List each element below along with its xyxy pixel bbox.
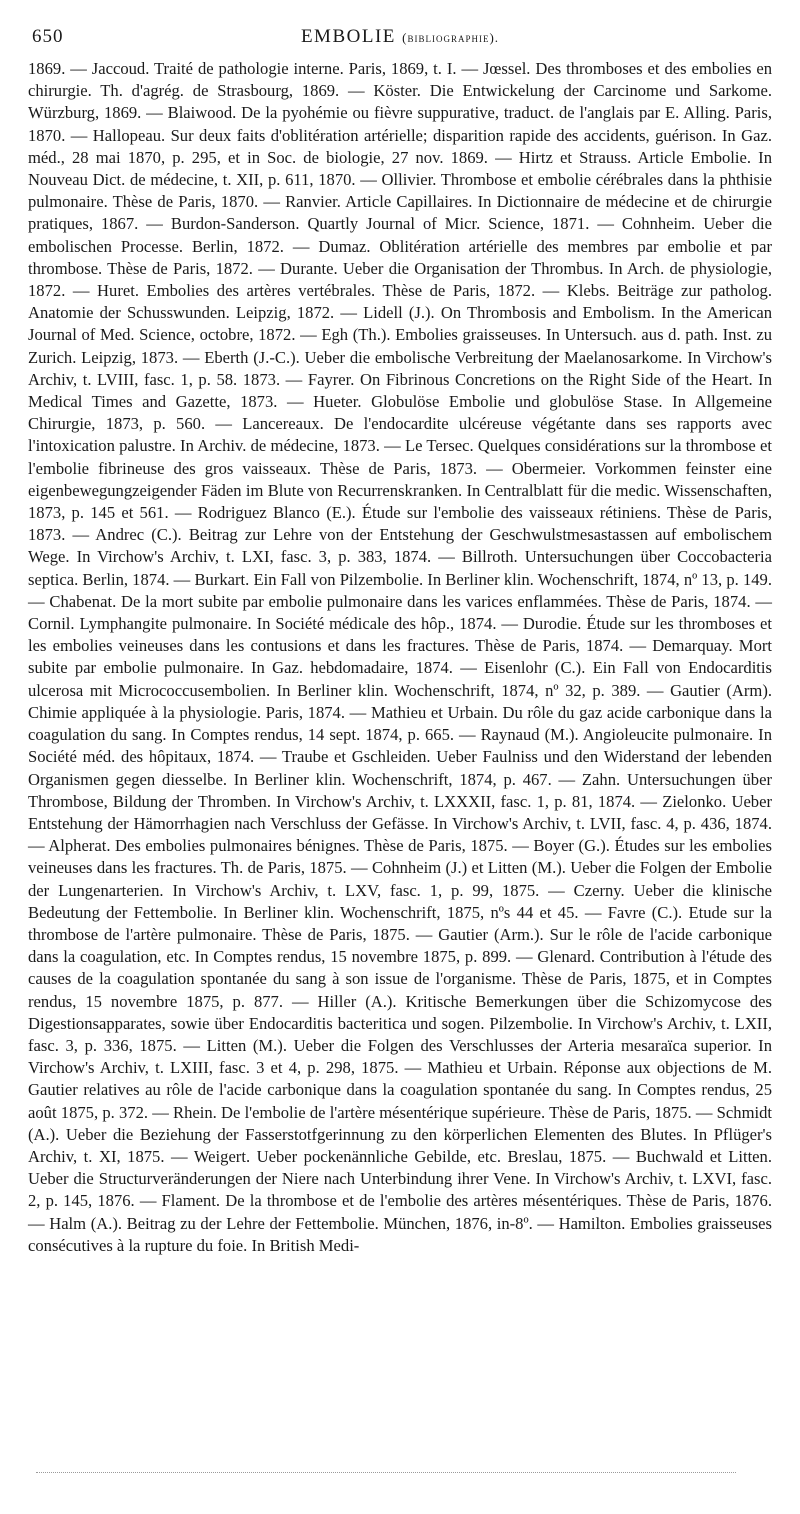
running-title [28,26,772,48]
footer-rule [36,1472,736,1473]
bibliography-text: 1869. — Jaccoud. Traité de pathologie interne. Paris, 1869, t. I. — Jœssel. Des thromboses et des embolies en chirurgie. Th. d'agrég. de Strasbourg, 1869. — Köster. Die Entwickelung der Carcinome und Sarkome. Würzburg, 1869. — Blaiwood. De la pyohémie ou fièvre suppurative, traduct. de l'anglais par E. Alling. Paris, 1870. — Hallopeau. Sur deux faits d'oblitération artérielle; disparition rapide des accidents, guérison. In Gaz. méd., 28 mai 1870, p. 295, et in Soc. de biologie, 27 nov. 1869. — Hirtz et Strauss. Article Embolie. In Nouveau Dict. de médecine, t. XII, p. 611, 1870. — Ollivier. Thrombose et embolie cérébrales dans la phthisie pulmonaire. Thèse de Paris, 1870. — Ranvier. Article Capillaires. In Dictionnaire de médecine et de chirurgie pratiques, 1867. — Burdon-Sanderson. Quartly Journal of Micr. Science, 1871. — Cohnheim. Ueber die embolischen Processe. Berlin, 1872. — Dumaz. Oblitération artérielle des membres par embolie et par thrombose. Thèse de Paris, 1872. — Durante. Ueber die Organisation der Thrombus. In Arch. de physiologie, 1872. — Huret. Embolies des artères vertébrales. Thèse de Paris, 1872. — Klebs. Beiträge zur patholog. Anatomie der Schusswunden. Leipzig, 1872. — Lidell (J.). On Thrombosis and Embolism. In the American Journal of Med. Science, octobre, 1872. — Egh (Th.). Embolies graisseuses. In Untersuch. aus d. path. Inst. zu Zurich. Leipzig, 1873. — Eberth (J.-C.). Ueber die embolische Verbreitung der Maelanosarkome. In Virchow's Archiv, t. LVIII, fasc. 1, p. 58. 1873. — Fayrer. On Fibrinous Concretions on the Right Side of the Heart. In Medical Times and Gazette, 1873. — Hueter. Globulöse Embolie und globulöse Stase. In Allgemeine Chirurgie, 1873, p. 560. — Lancereaux. De l'endocardite ulcéreuse végétante dans ses rapports avec l'intoxication palustre. In Archiv. de médecine, 1873. — Le Tersec. Quelques considérations sur la thrombose et l'embolie fibrineuse des gros vaisseaux. Thèse de Paris, 1873. — Obermeier. Vorkommen feinster eine eigenbewegungzeigender Fäden im Blute von Recurrenskranken. In Centralblatt für die medic. Wissenschaften, 1873, p. 145 et 561. — Rodriguez Blanco (E.). Étude sur l'embolie des vaisseaux rétiniens. Thèse de Paris, 1873. — Andrec (C.). Beitrag zur Lehre von der Entstehung der Geschwulstmesastassen auf embolischem Wege. In Virchow's Archiv, t. LXI, fasc. 3, p. 383, 1874. — Billroth. Untersuchungen über Coccobacteria septica. Berlin, 1874. — Burkart. Ein Fall von Pilzembolie. In Berliner klin. Wochenschrift, 1874, nº 13, p. 149. — Chabenat. De la mort subite par embolie pulmonaire dans les varices enflammées. Thèse de Paris, 1874. — Cornil. Lymphangite pulmonaire. In Société médicale des hôp., 1874. — Durodie. Étude sur les thromboses et les embolies veineuses dans les contusions et dans les fractures. Thèse de Paris, 1874. — Demarquay. Mort subite par embolie pulmonaire. In Gaz. hebdomadaire, 1874. — Eisenlohr (C.). Ein Fall von Endocarditis ulcerosa mit Micrococcusembolien. In Berliner klin. Wochenschrift, 1874, nº 32, p. 389. — Gautier (Arm). Chimie appliquée à la physiologie. Paris, 1874. — Mathieu et Urbain. Du rôle du gaz acide carbonique dans la coagulation du sang. In Comptes rendus, 14 sept. 1874, p. 665. — Raynaud (M.). Angioleucite pulmonaire. In Société méd. des hôpitaux, 1874. — Traube et Gschleiden. Ueber Faulniss und den Widerstand der lebenden Organismen gegen diesselbe. In Berliner klin. Wochenschrift, 1874, p. 467. — Zahn. Untersuchungen über Thrombose, Bildung der Thromben. In Virchow's Archiv, t. LXXXII, fasc. 1, p. 81, 1874. — Zielonko. Ueber Entstehung der Hämorrhagien nach Verschluss der Gefässe. In Virchow's Archiv, t. LVII, fasc. 4, p. 436, 1874. — Alpherat. Des embolies pulmonaires bénignes. Thèse de Paris, 1875. — Boyer (G.). Études sur les embolies veineuses dans les fractures. Th. de Paris, 1875. — Cohnheim (J.) et Litten (M.). Ueber die Folgen der Embolie der Lungenarterien. In Virchow's Archiv, t. LXV, fasc. 1, p. 99, 1875. — Czerny. Ueber die klinische Bedeutung der Fettembolie. In Berliner klin. Wochenschrift, 1875, nºs 44 et 45. — Favre (C.). Etude sur la thrombose de l'artère pulmonaire. Thèse de Paris, 1875. — Gautier (Arm.). Sur le rôle de l'acide carbonique dans la coagulation, etc. In Comptes rendus, 15 novembre 1875, p. 899. — Glenard. Contribution à l'étude des causes de la coagulation spontanée du sang à son issue de l'organisme. Thèse de Paris, 1875, et in Comptes rendus, 15 novembre 1875, p. 877. — Hiller (A.). Kritische Bemerkungen über die Schizomycose des Digestionsapparates, sowie über Endocarditis bacteritica und sogen. Pilzembolie. In Virchow's Archiv, t. LXII, fasc. 3, p. 336, 1875. — Litten (M.). Ueber die Folgen des Verschlusses der Arteria mesaraïca superior. In Virchow's Archiv, t. LXIII, fasc. 3 et 4, p. 298, 1875. — Mathieu et Urbain. Réponse aux objections de M. Gautier relatives au rôle de l'acide carbonique dans la coagulation spontanée du sang. In Comptes rendus, 25 août 1875, p. 372. — Rhein. De l'embolie de l'artère mésentérique supérieure. Thèse de Paris, 1875. — Schmidt (A.). Ueber die Beziehung der Fasserstotfgerinnung zu den körperlichen Elementen des Blutes. In Pflüger's Archiv, t. XI, 1875. — Weigert. Ueber pockenännliche Gebilde, etc. Breslau, 1875. — Buchwald et Litten. Ueber die Structurveränderungen der Niere nach Unterbindung ihrer Vene. In Virchow's Archiv, t. LXVI, fasc. 2, p. 145, 1876. — Flament. De la thrombose et de l'embolie des artères mésentériques. Thèse de Paris, 1876. — Halm (A.). Beitrag zu der Lehre der Fettembolie. München, 1876, in-8º. — Hamilton. Embolies graisseuses consécutives à la rupture du foie. In British Medi- [28,59,772,1255]
book-page [28,22,772,1257]
page-number: 650 [32,26,64,47]
running-title-sub: (bibliographie). [402,30,500,45]
page-header [28,22,772,58]
running-title-main: EMBOLIE [300,26,396,47]
